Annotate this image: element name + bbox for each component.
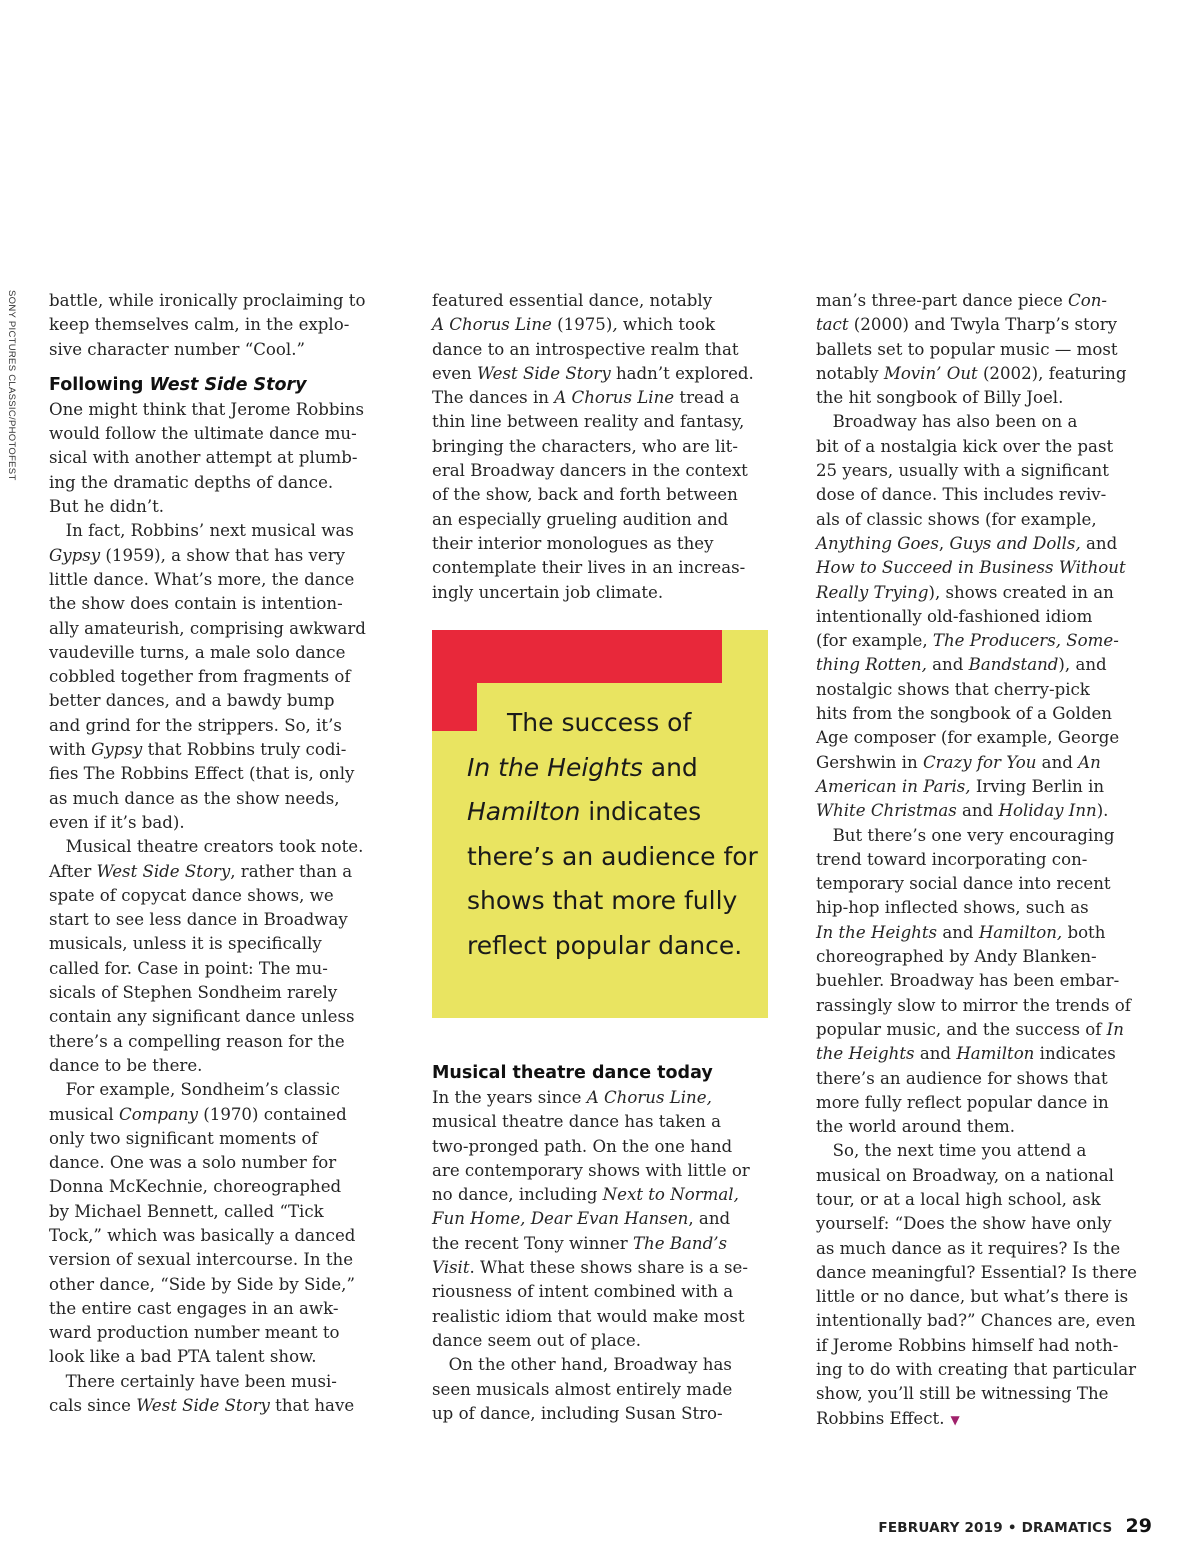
text-line: How to Succeed in Business Without <box>816 558 1126 578</box>
section-heading: Following West Side Story <box>49 374 307 395</box>
text-line: as much dance as the show needs, <box>49 788 340 808</box>
text-line: tact (2000) and Twyla Tharp’s story <box>816 315 1118 335</box>
text-line: ballets set to popular music — most <box>816 339 1118 359</box>
text-line: other dance, “Side by Side by Side,” <box>49 1274 355 1294</box>
text-line: featured essential dance, notably <box>432 291 713 310</box>
text-line: two-pronged path. On the one hand <box>432 1136 733 1156</box>
pull-quote-line: reflect popular dance. <box>467 930 743 960</box>
text-line: musicals, unless it is specifically <box>49 934 322 954</box>
text-line: riousness of intent combined with a <box>432 1282 734 1302</box>
pull-quote-line: Hamilton indicates <box>467 797 702 827</box>
section-heading: Musical theatre dance today <box>432 1063 713 1083</box>
text-line: the show does contain is intention- <box>49 594 343 614</box>
text-line: Robbins Effect. ▼ <box>816 1408 960 1428</box>
text-line: musical on Broadway, on a national <box>816 1165 1114 1185</box>
text-line: In the Heights and Hamilton, both <box>816 922 1106 942</box>
text-line: Gypsy (1959), a show that has very <box>49 545 346 565</box>
text-line: would follow the ultimate dance mu- <box>49 424 357 444</box>
text-line: bit of a nostalgia kick over the past <box>816 436 1114 456</box>
page-footer <box>820 1515 1152 1537</box>
text-line: In fact, Robbins’ next musical was <box>65 521 354 541</box>
text-line: and grind for the strippers. So, it’s <box>49 715 342 735</box>
text-line: (for example, The Producers, Some- <box>816 631 1119 651</box>
text-line: called for. Case in point: The mu- <box>49 958 328 978</box>
text-line: buehler. Broadway has been embar- <box>816 971 1120 991</box>
text-line: 25 years, usually with a significant <box>816 461 1109 481</box>
text-line: White Christmas and Holiday Inn). <box>816 801 1109 821</box>
text-line: better dances, and a bawdy bump <box>49 691 335 711</box>
text-line: even West Side Story hadn’t explored. <box>432 363 754 383</box>
text-line: notably Movin’ Out (2002), featuring <box>816 363 1127 383</box>
pull-quote-line: shows that more fully <box>467 886 738 916</box>
text-line: there’s an audience for shows that <box>816 1068 1108 1088</box>
text-line: Age composer (for example, George <box>816 728 1120 748</box>
column-2 <box>432 289 777 605</box>
text-line: A Chorus Line (1975), which took <box>432 315 716 335</box>
page-number: 29 <box>1125 1515 1152 1537</box>
text-line: the hit songbook of Billy Joel. <box>816 388 1064 408</box>
text-line: Anything Goes, Guys and Dolls, and <box>816 533 1118 553</box>
text-line: nostalgic shows that cherry-pick <box>816 679 1090 699</box>
text-line: eral Broadway dancers in the context <box>432 461 748 481</box>
text-line: bringing the characters, who are lit- <box>432 436 738 456</box>
text-line: als of classic shows (for example, <box>816 509 1097 529</box>
text-line: Tock,” which was basically a danced <box>49 1225 356 1245</box>
text-line: ingly uncertain job climate. <box>432 582 664 602</box>
text-line: ally amateurish, comprising awkward <box>49 618 366 638</box>
text-line: dance to an introspective realm that <box>432 339 739 359</box>
column-1 <box>49 289 394 1418</box>
pull-quote-line: The success of <box>507 708 692 737</box>
footer-bullet: • <box>1007 1520 1017 1536</box>
text-line: dance. One was a solo number for <box>49 1153 337 1173</box>
text-line: contemplate their lives in an increas- <box>432 558 746 578</box>
text-line: hip-hop inflected shows, such as <box>816 898 1089 918</box>
text-line: spate of copycat dance shows, we <box>49 885 334 905</box>
text-line: start to see less dance in Broadway <box>49 910 348 930</box>
text-line: by Michael Bennett, called “Tick <box>49 1201 324 1221</box>
text-line: the recent Tony winner The Band’s <box>432 1233 728 1253</box>
text-line: American in Paris, Irving Berlin in <box>816 776 1105 796</box>
text-line: ing the dramatic depths of dance. <box>49 472 334 492</box>
text-line: sive character number “Cool.” <box>49 339 305 359</box>
text-line: show, you’ll still be witnessing The <box>816 1384 1109 1404</box>
text-line: little dance. What’s more, the dance <box>49 569 355 589</box>
text-line: There certainly have been musi- <box>65 1371 337 1391</box>
text-line: even if it’s bad). <box>49 812 185 832</box>
text-line: intentionally bad?” Chances are, even <box>816 1311 1136 1331</box>
text-line: cals since West Side Story that have <box>49 1396 355 1416</box>
photo-credit: SONY PICTURES CLASSIC/PHOTOFEST <box>6 290 17 481</box>
text-line: rassingly slow to mirror the trends of <box>816 995 1131 1015</box>
end-of-article-icon: ▼ <box>950 1412 960 1427</box>
text-line: thing Rotten, and Bandstand), and <box>816 655 1107 675</box>
text-line: an especially grueling audition and <box>432 509 729 529</box>
text-line: their interior monologues as they <box>432 533 714 553</box>
text-line: So, the next time you attend a <box>832 1141 1087 1161</box>
text-line: the Heights and Hamilton indicates <box>816 1044 1116 1064</box>
text-line: contain any significant dance unless <box>49 1007 355 1027</box>
text-line: realistic idiom that would make most <box>432 1306 745 1326</box>
pull-quote <box>432 630 768 1018</box>
text-line: dance seem out of place. <box>432 1330 641 1350</box>
text-line: On the other hand, Broadway has <box>448 1355 732 1375</box>
text-line: One might think that Jerome Robbins <box>49 399 365 419</box>
text-line: musical theatre dance has taken a <box>432 1112 722 1132</box>
text-line: temporary social dance into recent <box>816 874 1111 894</box>
text-line: are contemporary shows with little or <box>432 1160 750 1180</box>
text-line: Gershwin in Crazy for You and An <box>816 752 1101 772</box>
text-line: Broadway has also been on a <box>832 412 1078 432</box>
column-3 <box>816 289 1161 1432</box>
text-line: trend toward incorporating con- <box>816 849 1088 869</box>
text-line: fies The Robbins Effect (that is, only <box>49 764 355 784</box>
text-line: the world around them. <box>816 1117 1016 1137</box>
text-line: tour, or at a local high school, ask <box>816 1189 1101 1209</box>
text-line: But there’s one very encouraging <box>832 825 1115 845</box>
text-line: battle, while ironically proclaiming to <box>49 291 366 310</box>
text-line: For example, Sondheim’s classic <box>65 1080 340 1100</box>
text-line: Really Trying), shows created in an <box>816 582 1114 602</box>
text-line: dance meaningful? Essential? Is there <box>816 1262 1137 1282</box>
text-line: only two significant moments of <box>49 1128 318 1148</box>
text-line: The dances in A Chorus Line tread a <box>432 388 740 408</box>
text-line: Visit. What these shows share is a se- <box>432 1258 748 1278</box>
text-line: Donna McKechnie, choreographed <box>49 1177 342 1197</box>
text-line: Fun Home, Dear Evan Hansen, and <box>432 1209 731 1229</box>
pull-quote-line: In the Heights and <box>467 752 698 782</box>
text-line: In the years since A Chorus Line, <box>432 1088 712 1107</box>
text-line: vaudeville turns, a male solo dance <box>49 642 346 662</box>
text-line: no dance, including Next to Normal, <box>432 1185 739 1205</box>
text-line: musical Company (1970) contained <box>49 1104 347 1124</box>
text-line: After West Side Story, rather than a <box>49 861 353 881</box>
text-line: sicals of Stephen Sondheim rarely <box>49 983 338 1003</box>
text-line: the entire cast engages in an awk- <box>49 1298 339 1318</box>
text-line: cobbled together from fragments of <box>49 667 351 687</box>
pull-quote-text <box>467 701 767 969</box>
text-line: dance to be there. <box>49 1055 203 1075</box>
text-line: popular music, and the success of In <box>816 1019 1124 1039</box>
text-line: more fully reflect popular dance in <box>816 1092 1109 1112</box>
pull-quote-line: there’s an audience for <box>467 841 758 871</box>
text-line: ing to do with creating that particular <box>816 1360 1137 1380</box>
text-line: of the show, back and forth between <box>432 485 738 505</box>
text-line: But he didn’t. <box>49 497 165 517</box>
text-line: if Jerome Robbins himself had noth- <box>816 1335 1119 1355</box>
text-line: look like a bad PTA talent show. <box>49 1347 317 1367</box>
issue-date: FEBRUARY 2019 <box>878 1520 1003 1536</box>
text-line: intentionally old-fashioned idiom <box>816 606 1093 626</box>
text-line: with Gypsy that Robbins truly codi- <box>49 740 347 760</box>
text-line: up of dance, including Susan Stro- <box>432 1403 723 1423</box>
column-2-lower <box>432 1061 777 1426</box>
text-line: keep themselves calm, in the explo- <box>49 315 350 335</box>
text-line: choreographed by Andy Blanken- <box>816 947 1097 967</box>
text-line: hits from the songbook of a Golden <box>816 704 1112 724</box>
text-line: version of sexual intercourse. In the <box>49 1250 354 1270</box>
magazine-name: DRAMATICS <box>1021 1520 1113 1536</box>
text-line: seen musicals almost entirely made <box>432 1379 733 1399</box>
text-line: sical with another attempt at plumb- <box>49 448 358 468</box>
text-line: dose of dance. This includes reviv- <box>816 485 1107 505</box>
text-line: thin line between reality and fantasy, <box>432 412 745 432</box>
text-line: little or no dance, but what’s there is <box>816 1287 1129 1307</box>
text-line: as much dance as it requires? Is the <box>816 1238 1121 1258</box>
text-line: man’s three-part dance piece Con- <box>816 291 1108 310</box>
text-line: yourself: “Does the show have only <box>816 1214 1112 1234</box>
text-line: ward production number meant to <box>49 1323 340 1343</box>
text-line: Musical theatre creators took note. <box>65 837 364 857</box>
text-line: there’s a compelling reason for the <box>49 1031 345 1051</box>
